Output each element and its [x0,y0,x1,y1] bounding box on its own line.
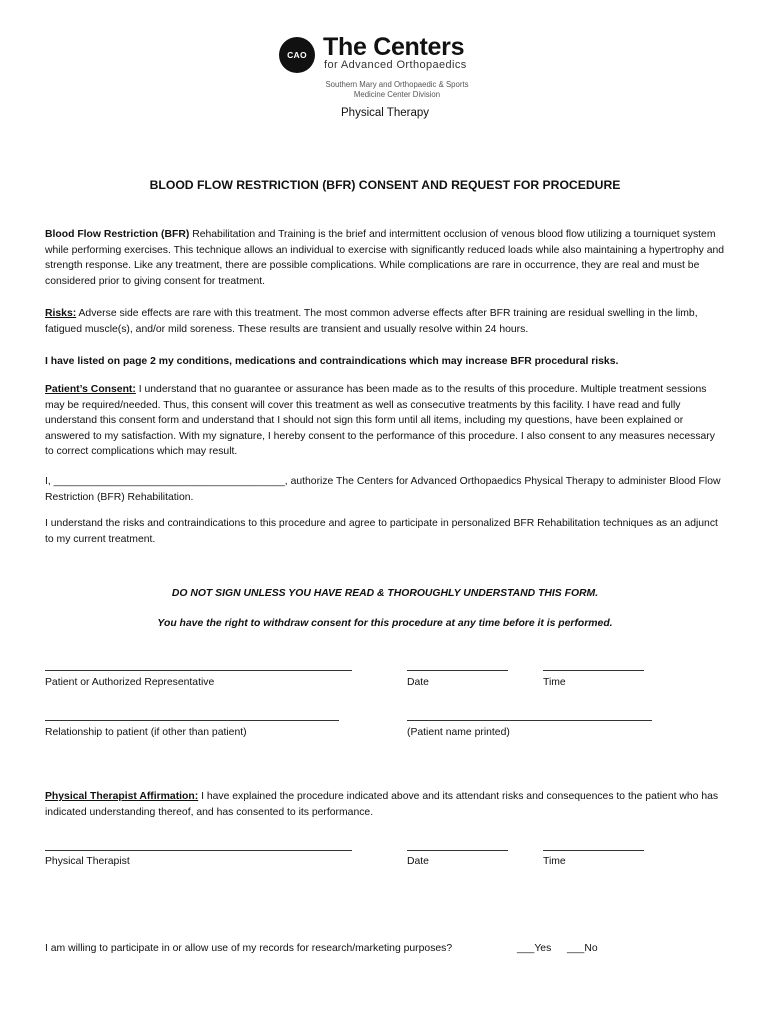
patient-label: Patient or Authorized Representative [45,677,215,688]
research-no-option[interactable]: ___No [567,943,598,954]
intro-lead: Blood Flow Restriction (BFR) [45,229,190,240]
therapist-date-line[interactable] [407,850,508,851]
risks-lead: Risks: [45,308,77,319]
therapist-label: Physical Therapist [45,856,130,867]
patient-name-label: (Patient name printed) [407,727,510,738]
therapist-time-label: Time [543,856,566,867]
cao-badge: CAO [279,37,315,73]
division-line-2: Medicine Center Division [353,89,441,99]
warning-withdraw: You have the right to withdraw consent for this procedure at any time before it is performed. [157,618,613,629]
consent-paragraph [45,382,725,460]
therapist-date-label: Date [407,856,429,867]
brand-subtitle: for Advanced Orthopaedics [324,59,467,71]
risks-text: Adverse side effects are rare with this treatment. The most common adverse effects after BFR training are residual swelling in the limb, fatigued muscle(s), and/or mild soreness. These results are transient and usually resolve within 24 hours. [45,308,698,335]
patient-name-line[interactable] [407,720,652,721]
brand-name: The Centers [323,33,465,61]
authorize-paragraph: I, ________________________________________, authorize The Centers for Advanced Orthopaedics Physical Therapy to administer Blood Flow Restriction (BFR) Rehabilitation. [45,476,721,503]
understand-paragraph: I understand the risks and contraindications to this procedure and agree to participate in personalized BFR Rehabilitation techniques as an adjunct to my current treatment. [45,518,718,545]
conditions-note: I have listed on page 2 my conditions, medications and contraindications which may increase BFR procedural risks. [45,356,619,367]
department: Physical Therapy [341,107,429,119]
affirmation-lead: Physical Therapist Affirmation: [45,791,199,802]
relationship-line[interactable] [45,720,339,721]
date-label: Date [407,677,429,688]
logo [279,34,509,98]
intro-text: Rehabilitation and Training is the brief and intermittent occlusion of venous blood flow utilizing a tourniquet system while performing exercises. This technique allows an individual to exercise with significantly reduced loads while also maintaining a hypertrophy and strength response. Like any treatment, there are possible complications. While complications are rare in occurrence, they are real and must be considered prior to giving consent for treatment. [45,229,725,287]
research-yes-option[interactable]: ___Yes [517,943,552,954]
page-title: BLOOD FLOW RESTRICTION (BFR) CONSENT AND REQUEST FOR PROCEDURE [149,178,621,192]
intro-paragraph [45,227,725,289]
affirmation-text: I have explained the procedure indicated above and its attendant risks and consequences to the patient who has indicated understanding thereof, and has consented to its performance. [45,791,719,818]
consent-lead: Patient’s Consent: [45,384,136,395]
date-line[interactable] [407,670,508,671]
time-line[interactable] [543,670,644,671]
warning-sign: DO NOT SIGN UNLESS YOU HAVE READ & THOROUGHLY UNDERSTAND THIS FORM. [171,588,599,599]
patient-signature-line[interactable] [45,670,352,671]
therapist-signature-line[interactable] [45,850,352,851]
therapist-time-line[interactable] [543,850,644,851]
relationship-label: Relationship to patient (if other than patient) [45,727,247,738]
time-label: Time [543,677,566,688]
consent-text: I understand that no guarantee or assurance has been made as to the results of this procedure. Multiple treatment sessions may be required/needed. Thus, this consent will cover this treatment as well as consecutive treatments by this facility. I have read and fully understand this consent form and understand that I should not sign this form until all items, including my questions, have been explained or answered to my satisfaction. With my signature, I hereby consent to the performance of this procedure. I also consent to any measures necessary to correct complications which may result. [45,384,715,458]
division-line-1: Southern Mary and Orthopaedic & Sports [325,80,469,89]
risks-paragraph [45,306,725,337]
affirmation-paragraph [45,789,725,820]
division-text [289,80,505,99]
research-question: I am willing to participate in or allow use of my records for research/marketing purposes? [45,943,453,954]
